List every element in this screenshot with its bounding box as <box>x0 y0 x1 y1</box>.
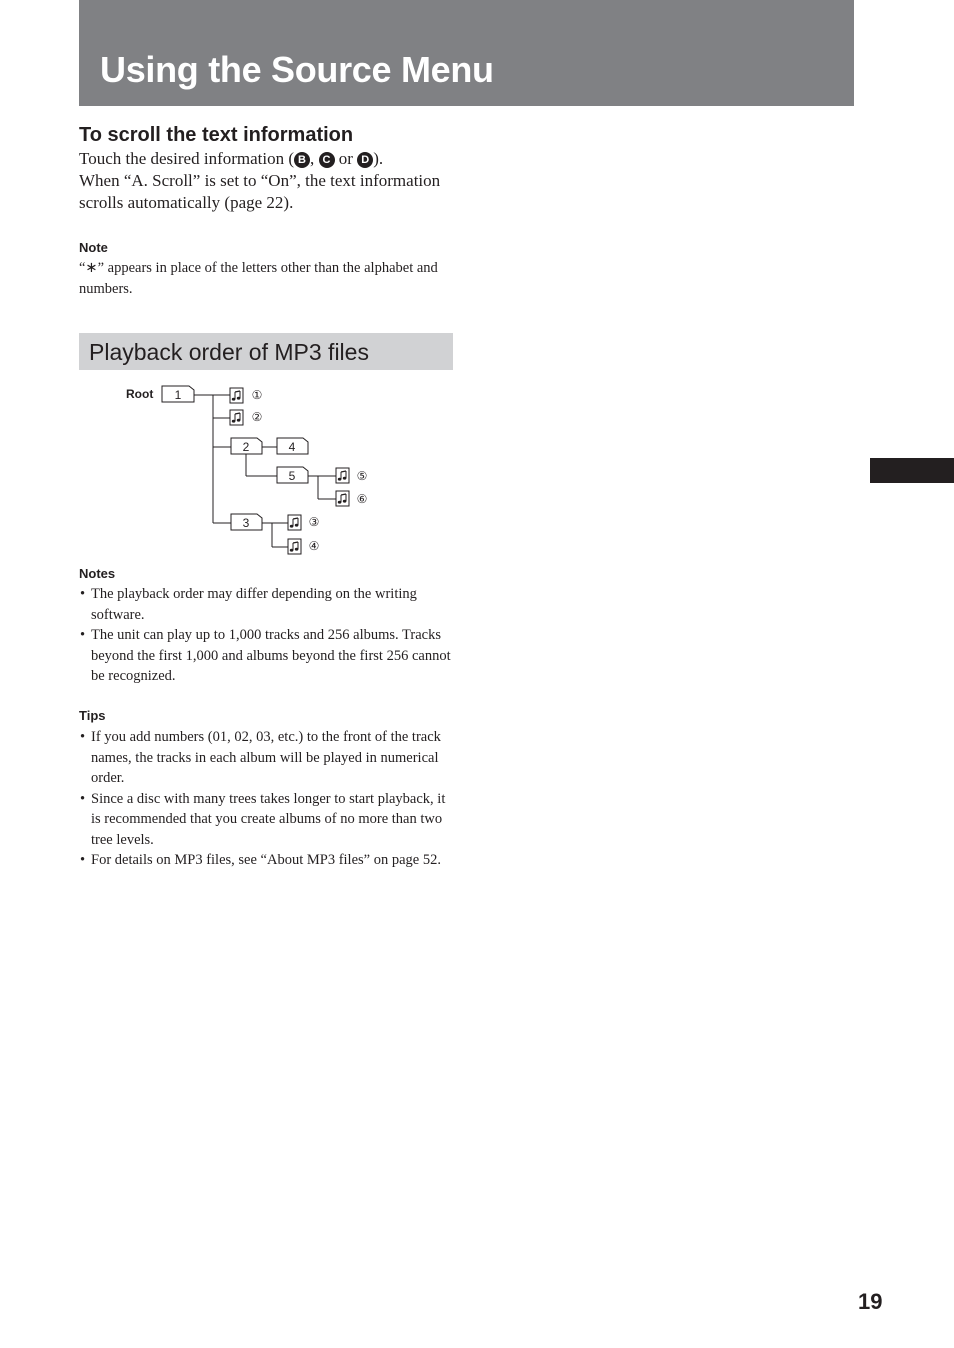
music-note-icon <box>288 539 301 554</box>
list-item: • The playback order may differ depending on the writing software. <box>79 584 454 625</box>
track-4 <box>288 539 319 554</box>
track-6 <box>336 491 367 506</box>
folder-2-label: 2 <box>242 440 250 454</box>
root-label: Root <box>126 387 154 401</box>
folder-4-label: 4 <box>288 440 296 454</box>
list-item: • The unit can play up to 1,000 tracks and 256 albums. Tracks beyond the first 1,000 and albums beyond the first 256 cannot be recognized. <box>79 625 454 687</box>
track-5-number: ⑤ <box>356 469 368 483</box>
scroll-text-3: When “A. Scroll” is set to “On”, the text information scrolls automatically (page 22). <box>79 171 441 212</box>
track-1 <box>230 388 262 403</box>
track-1-number: ① <box>251 388 263 402</box>
page-number: 19 <box>858 1289 883 1314</box>
track-4-number: ④ <box>308 539 320 553</box>
folder-3-label: 3 <box>242 516 250 530</box>
playback-order-diagram <box>0 0 954 600</box>
music-note-icon <box>288 515 301 530</box>
scroll-text-2: ). <box>373 149 384 168</box>
scroll-sep-2: or <box>334 149 358 168</box>
music-note-icon <box>230 410 243 425</box>
folder-1 <box>162 386 194 402</box>
notes-label: Notes <box>79 566 116 581</box>
note-text: “∗” appears in place of the letters other than the alphabet and numbers. <box>79 260 438 297</box>
list-item: • For details on MP3 files, see “About MP3 files” on page 52. <box>79 850 454 871</box>
note-label: Note <box>79 240 108 255</box>
key-d-icon: D <box>357 152 373 168</box>
folder-4 <box>277 438 308 454</box>
folder-1-label: 1 <box>174 388 182 402</box>
scroll-text-1: Touch the desired information ( <box>79 149 295 168</box>
music-note-icon <box>230 388 243 403</box>
key-b-icon: B <box>294 152 310 168</box>
music-note-icon <box>336 491 349 506</box>
folder-5-label: 5 <box>288 469 296 483</box>
scroll-heading: To scroll the text information <box>79 124 354 146</box>
tips-label: Tips <box>79 708 106 723</box>
music-note-icon <box>336 468 349 483</box>
list-item: • Since a disc with many trees takes longer to start playback, it is recommended that you create albums of no more than two tree levels. <box>79 789 454 851</box>
section-title: Playback order of MP3 files <box>89 339 369 365</box>
track-5 <box>336 468 367 483</box>
tips-list <box>79 727 454 871</box>
track-6-number: ⑥ <box>356 492 368 506</box>
key-c-icon: C <box>319 152 335 168</box>
track-2 <box>230 410 262 425</box>
track-3-number: ③ <box>308 515 320 529</box>
page-title: Using the Source Menu <box>100 49 494 90</box>
track-2-number: ② <box>251 410 263 424</box>
list-item: • If you add numbers (01, 02, 03, etc.) to the front of the track names, the tracks in each album will be played in numerical order. <box>79 727 454 789</box>
scroll-sep-1: , <box>310 149 319 168</box>
notes-list <box>79 584 454 687</box>
folder-2 <box>231 438 262 454</box>
folder-5 <box>277 467 308 483</box>
chapter-tab <box>870 458 954 483</box>
folder-3 <box>231 514 262 530</box>
track-3 <box>288 515 319 530</box>
